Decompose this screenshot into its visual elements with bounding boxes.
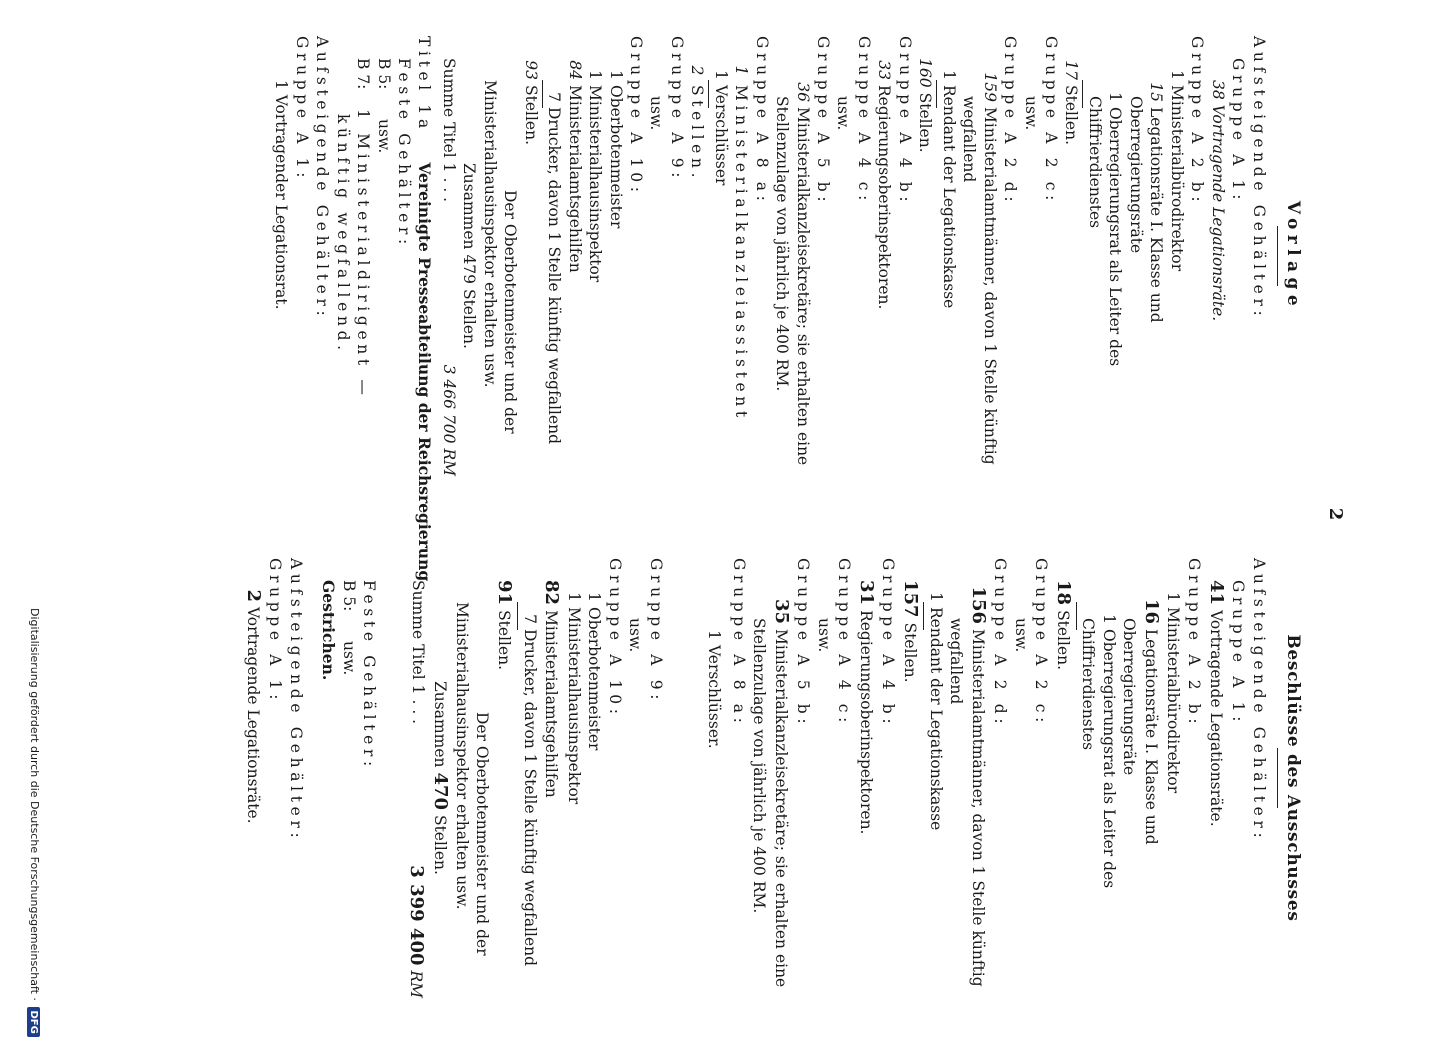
total-unit: Stellen. bbox=[430, 814, 449, 875]
credit-text: Digitalisierung gefördert durch die Deutsche Forschungsgemeinschaft bbox=[28, 608, 41, 994]
entry: Stellen. bbox=[521, 85, 540, 146]
column-beschluesse bbox=[241, 558, 1304, 998]
sum-row bbox=[404, 558, 428, 998]
entry: Ministerialamtmänner, davon 1 Stelle künftig wegfallend bbox=[947, 618, 987, 987]
total-count: 470 bbox=[429, 772, 451, 811]
grade-label: B 7: bbox=[354, 58, 373, 90]
entry-count: 1 bbox=[1167, 70, 1186, 80]
entry-row bbox=[1119, 558, 1163, 998]
entry: Regierungsoberinspektoren. bbox=[875, 85, 894, 310]
entry: Oberbotenmeister bbox=[606, 85, 625, 229]
entry-count: 1 bbox=[585, 592, 604, 602]
sum-rule bbox=[542, 80, 543, 108]
entry-row bbox=[749, 558, 793, 998]
entry: Oberbotenmeister bbox=[585, 607, 604, 751]
total-positions: Zusammen 479 Stellen. bbox=[460, 163, 479, 349]
section-heading: Aufsteigende Gehälter: bbox=[313, 36, 332, 321]
entry: Legationsräte I. Klasse und Oberregierungsräte bbox=[1120, 618, 1160, 845]
entry-count: 1 bbox=[1164, 592, 1183, 602]
entry: usw. bbox=[1011, 618, 1030, 653]
entry-count: 17 bbox=[1062, 60, 1081, 80]
group-heading: Gruppe A 4 c: bbox=[854, 36, 873, 205]
section-heading: Aufsteigende Gehälter: bbox=[286, 558, 305, 843]
group-heading: Gruppe A 10: bbox=[605, 558, 624, 719]
entry-count: 157 bbox=[900, 580, 922, 618]
entry-count: 1 bbox=[564, 592, 583, 602]
group-heading: Gruppe A 5 b: bbox=[814, 36, 833, 207]
entry-count: 84 bbox=[565, 60, 584, 80]
entry-count: 36 bbox=[793, 82, 812, 102]
entry: 1 Vortragender Legationsrat. bbox=[272, 80, 291, 310]
entry: Ministerialhausinspektor bbox=[564, 607, 583, 805]
entry: usw. bbox=[1021, 96, 1040, 131]
entry-count: 159 bbox=[980, 72, 999, 102]
sum-rule bbox=[923, 602, 924, 630]
entry: Stellen. bbox=[1053, 610, 1072, 671]
entry-count: 31 bbox=[855, 580, 877, 606]
entry-row bbox=[1084, 36, 1125, 476]
entry: Regierungsoberinspektoren. bbox=[856, 610, 875, 835]
sum-rule bbox=[1076, 602, 1077, 630]
section-heading: Feste Gehälter: bbox=[360, 580, 379, 771]
entry-count: 1 bbox=[606, 70, 625, 80]
sum-rule bbox=[1082, 80, 1083, 108]
entry-count: 1 bbox=[939, 70, 958, 80]
section-heading: Feste Gehälter: bbox=[394, 58, 413, 249]
sum-amount: 3 399 400 bbox=[405, 865, 427, 966]
entry: usw. bbox=[814, 618, 833, 653]
entry-count: 160 bbox=[916, 58, 935, 88]
entry-row bbox=[1125, 36, 1166, 476]
entry: usw. bbox=[626, 618, 645, 653]
entry: Ministerialkanzleiassistent bbox=[732, 85, 751, 422]
digitization-credit: Digitalisierung gefördert durch die Deutsche Forschungsgemeinschaft · DFG bbox=[27, 608, 41, 1000]
entry: Ministerialamtmänner, davon 1 Stelle künftig wegfallend bbox=[960, 96, 999, 465]
entry-count: 1 bbox=[1106, 92, 1125, 102]
page-number: 2 bbox=[1325, 507, 1346, 521]
column-vorlage bbox=[271, 36, 1304, 582]
entry-count: 1 bbox=[711, 70, 730, 80]
sum-rule bbox=[517, 602, 518, 630]
entry: Ministerialamtsgehilfen bbox=[542, 610, 561, 798]
entry-count: 41 bbox=[1205, 580, 1227, 606]
title-label: Titel 1a bbox=[415, 36, 434, 133]
entry-count: 1 bbox=[705, 630, 724, 640]
entry: usw. bbox=[339, 640, 358, 676]
entry: Ministerialhausinspektor bbox=[586, 85, 605, 283]
sum-label: Summe Titel 1 . . . bbox=[408, 580, 427, 725]
entry: Drucker, davon 1 Stelle künftig wegfallend bbox=[545, 107, 564, 445]
section-heading: Aufsteigende Gehälter: bbox=[1249, 558, 1268, 843]
entry-count: 7 bbox=[545, 92, 564, 102]
column-title-vorlage: Vorlage bbox=[1283, 200, 1303, 312]
section-heading: Aufsteigende Gehälter: bbox=[1249, 36, 1268, 321]
entry: 38 Vortragende Legationsräte. bbox=[1208, 80, 1227, 322]
entry-count: 1 bbox=[586, 70, 605, 80]
group-heading: Gruppe A 2 c: bbox=[1032, 558, 1051, 727]
grade-label: B 5: bbox=[374, 58, 393, 90]
entry: Stellen. bbox=[495, 610, 514, 671]
sum-rule bbox=[708, 80, 709, 108]
note: Der Oberbotenmeister und der Ministerialhausinspektor erhalten usw. bbox=[453, 602, 492, 956]
entry: Drucker, davon 1 Stelle künftig wegfallend bbox=[520, 629, 539, 967]
dfg-logo-icon: DFG bbox=[27, 1007, 40, 1036]
department-heading: Vereinigte Presseabteilung der Reichsregierung bbox=[415, 162, 435, 582]
group-heading: Gruppe A 1: bbox=[292, 36, 311, 183]
title-rule bbox=[1277, 226, 1278, 286]
entry: Stellen. bbox=[1062, 85, 1081, 146]
sum-rule bbox=[936, 80, 937, 108]
group-heading: Gruppe A 8 a: bbox=[729, 558, 748, 728]
entry-row bbox=[772, 36, 813, 476]
group-heading: Gruppe A 1: bbox=[1229, 58, 1248, 205]
group-heading: Gruppe A 2 d: bbox=[991, 558, 1010, 729]
group-heading: Gruppe A 10: bbox=[626, 36, 645, 197]
entry: Stellen. bbox=[916, 92, 935, 153]
sum-label: Summe Titel 1 . . . bbox=[439, 58, 458, 203]
entry-row bbox=[519, 558, 539, 998]
grade-label: B 5: bbox=[339, 580, 358, 612]
entry: Vortragende Legationsräte. bbox=[243, 607, 262, 824]
struck-note: Gestrichen. bbox=[319, 580, 339, 681]
entry: Legationsräte I. Klasse und Oberregierungsräte bbox=[1126, 96, 1166, 323]
entry-count: 82 bbox=[541, 580, 563, 606]
entry: Oberregierungsrat als Leiter des Chiffrierdienstes bbox=[1085, 96, 1125, 367]
entry-count: 2 bbox=[688, 65, 707, 80]
entry-count: 18 bbox=[1052, 580, 1074, 606]
entry: usw. bbox=[647, 96, 666, 131]
entry-row bbox=[959, 36, 1000, 476]
total-label: Zusammen bbox=[430, 681, 449, 768]
group-heading: Gruppe A 9: bbox=[646, 558, 665, 705]
entry-count: 35 bbox=[770, 598, 792, 624]
entry: Rendant der Legationskasse bbox=[939, 85, 958, 309]
entry-row bbox=[544, 36, 564, 476]
note: Der Oberbotenmeister und der Ministerialhausinspektor erhalten usw. bbox=[480, 80, 520, 434]
group-heading: Gruppe A 2 d: bbox=[1001, 36, 1020, 207]
sum-row bbox=[438, 36, 458, 476]
column-title-beschluesse: Beschlüsse des Ausschusses bbox=[1283, 634, 1303, 922]
title-rule bbox=[1277, 748, 1278, 808]
entry: Ministerialkanzleisekretäre; sie erhalten eine Stellenzulage von jährlich je 400 RM. bbox=[750, 618, 790, 988]
group-heading: Gruppe A 1: bbox=[1229, 580, 1248, 727]
entry: Ministerialbürodirektor bbox=[1167, 85, 1186, 272]
entry-count: 1 bbox=[732, 65, 751, 80]
entry-row bbox=[1078, 558, 1119, 998]
group-heading: Gruppe A 2 b: bbox=[1184, 558, 1203, 729]
group-heading: Gruppe A 4 c: bbox=[835, 558, 854, 727]
entry-count: 15 bbox=[1147, 82, 1166, 102]
entry: Rendant der Legationskasse bbox=[926, 607, 945, 831]
entry-count: 1 bbox=[926, 592, 945, 602]
entry: Verschlüsser bbox=[711, 85, 730, 186]
entry-count: 156 bbox=[967, 586, 989, 624]
group-heading: Gruppe A 5 b: bbox=[794, 558, 813, 729]
group-heading: Gruppe A 2 b: bbox=[1188, 36, 1207, 207]
group-heading: Gruppe A 8 a: bbox=[752, 36, 771, 206]
entry: Ministerialkanzleisekretäre; sie erhalten eine Stellenzulage von jährlich je 400 RM. bbox=[773, 96, 812, 466]
entry: Verschlüsser. bbox=[705, 645, 724, 749]
entry-count: 93 bbox=[521, 60, 540, 80]
entry-count: 2 bbox=[242, 589, 264, 602]
entry: Oberregierungsrat als Leiter des Chiffrierdienstes bbox=[1079, 618, 1118, 889]
entry-count: 16 bbox=[1141, 598, 1162, 624]
entry: usw. bbox=[834, 96, 853, 131]
entry-count: 7 bbox=[520, 614, 539, 624]
group-heading: Gruppe A 4 b: bbox=[895, 36, 914, 207]
entry: Ministerialamtsgehilfen bbox=[565, 85, 584, 273]
entry: usw. bbox=[374, 118, 393, 154]
entry: Vortragende Legationsräte. bbox=[1206, 610, 1225, 827]
group-heading: Gruppe A 4 b: bbox=[879, 558, 898, 729]
group-heading: Gruppe A 9: bbox=[667, 36, 686, 183]
entry: Ministerialbürodirektor bbox=[1164, 607, 1183, 794]
entry-count: 33 bbox=[875, 60, 894, 80]
group-heading: Gruppe A 2 c: bbox=[1042, 36, 1061, 205]
entry-count: 1 bbox=[1099, 614, 1118, 624]
entry: Stellen. bbox=[901, 622, 920, 683]
sum-amount: 3 466 700 RM bbox=[439, 364, 458, 476]
group-heading: Gruppe A 1: bbox=[266, 558, 285, 705]
entry-row bbox=[946, 558, 990, 998]
sum-currency: RM bbox=[406, 970, 425, 998]
entry: 1 Ministerialdirigent — künftig wegfallend. bbox=[333, 109, 373, 400]
entry-count: 91 bbox=[494, 580, 516, 606]
entry: Stellen. bbox=[688, 85, 707, 183]
